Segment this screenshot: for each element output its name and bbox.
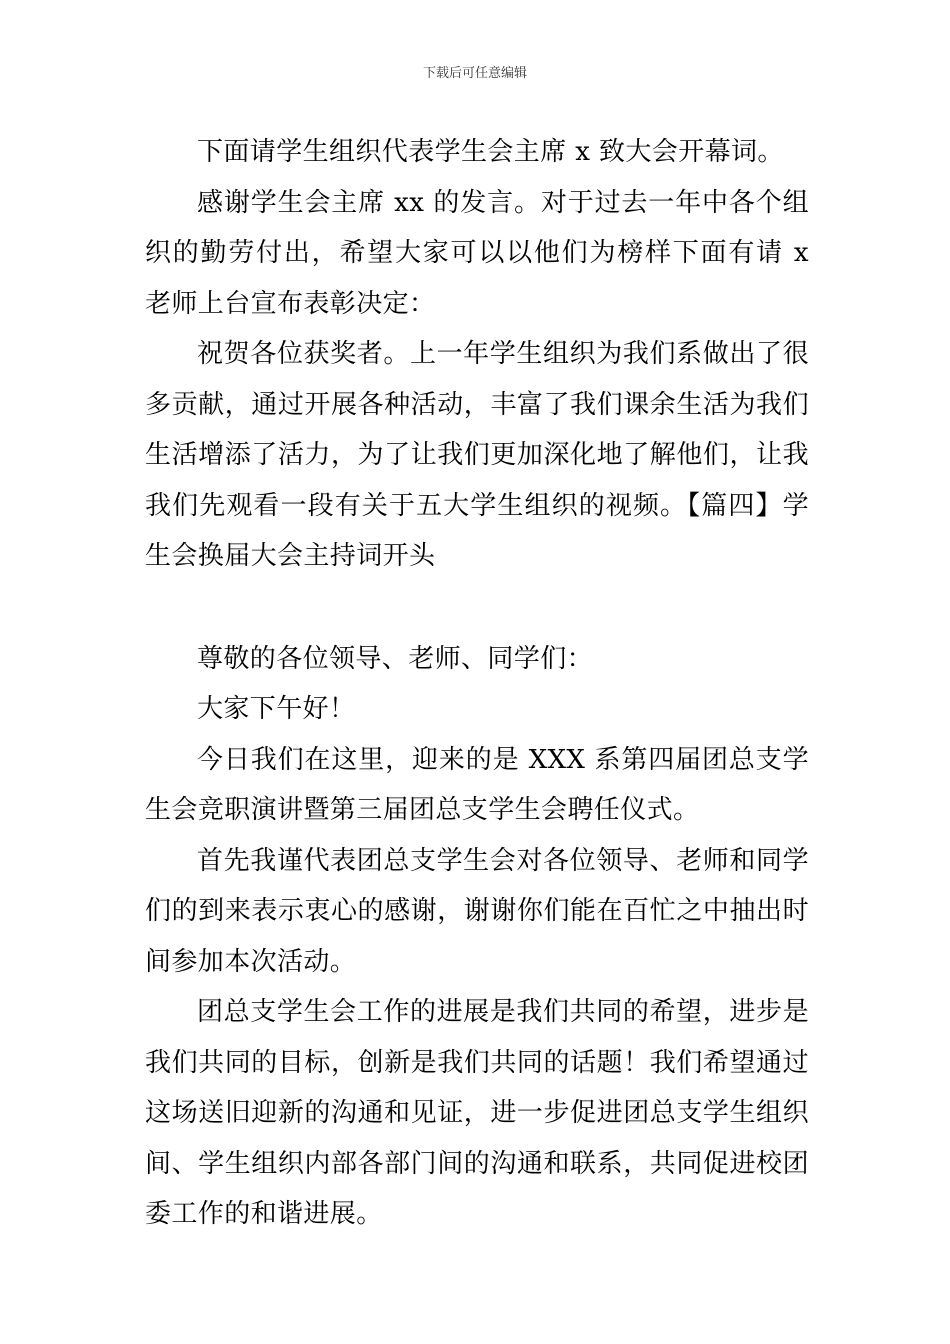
page-header-note: 下载后可任意编辑 <box>422 66 527 81</box>
paragraph-gratitude: 首先我谨代表团总支学生会对各位领导、老师和同学们的到来表示衷心的感谢，谢谢你们能在百忙之中抽出时间参加本次活动。 <box>145 845 809 977</box>
paragraph-thanks-chairman: 感谢学生会主席 xx 的发言。对于过去一年中各个组织的勤劳付出，希望大家可以以他们为榜样下面有请 x 老师上台宣布表彰决定： <box>145 187 809 319</box>
paragraph-gap <box>145 582 809 634</box>
paragraph-event-intro: 今日我们在这里，迎来的是 XXX 系第四届团总支学生会竞职演讲暨第三届团总支学生会聘任仪式。 <box>145 744 809 825</box>
paragraph-opening-speech: 下面请学生组织代表学生会主席 x 致大会开幕词。 <box>197 137 784 167</box>
paragraph-congratulations: 祝贺各位获奖者。上一年学生组织为我们系做出了很多贡献，通过开展各种活动，丰富了我们课余生活为我们生活增添了活力，为了让我们更加深化地了解他们，让我我们先观看一段有关于五大学生组织的视频。【篇四】学生会换届大会主持词开头 <box>145 339 809 571</box>
paragraph-goals: 团总支学生会工作的进展是我们共同的希望，进步是我们共同的目标，创新是我们共同的话题！我们希望通过这场送旧迎新的沟通和见证，进一步促进团总支学生组织间、学生组织内部各部门间的沟通和联系，共同促进校团委工作的和谐进展。 <box>145 997 809 1229</box>
document-body <box>145 127 809 1240</box>
paragraph-salutation: 尊敬的各位领导、老师、同学们： <box>197 643 594 674</box>
paragraph-greeting: 大家下午好！ <box>197 694 356 724</box>
